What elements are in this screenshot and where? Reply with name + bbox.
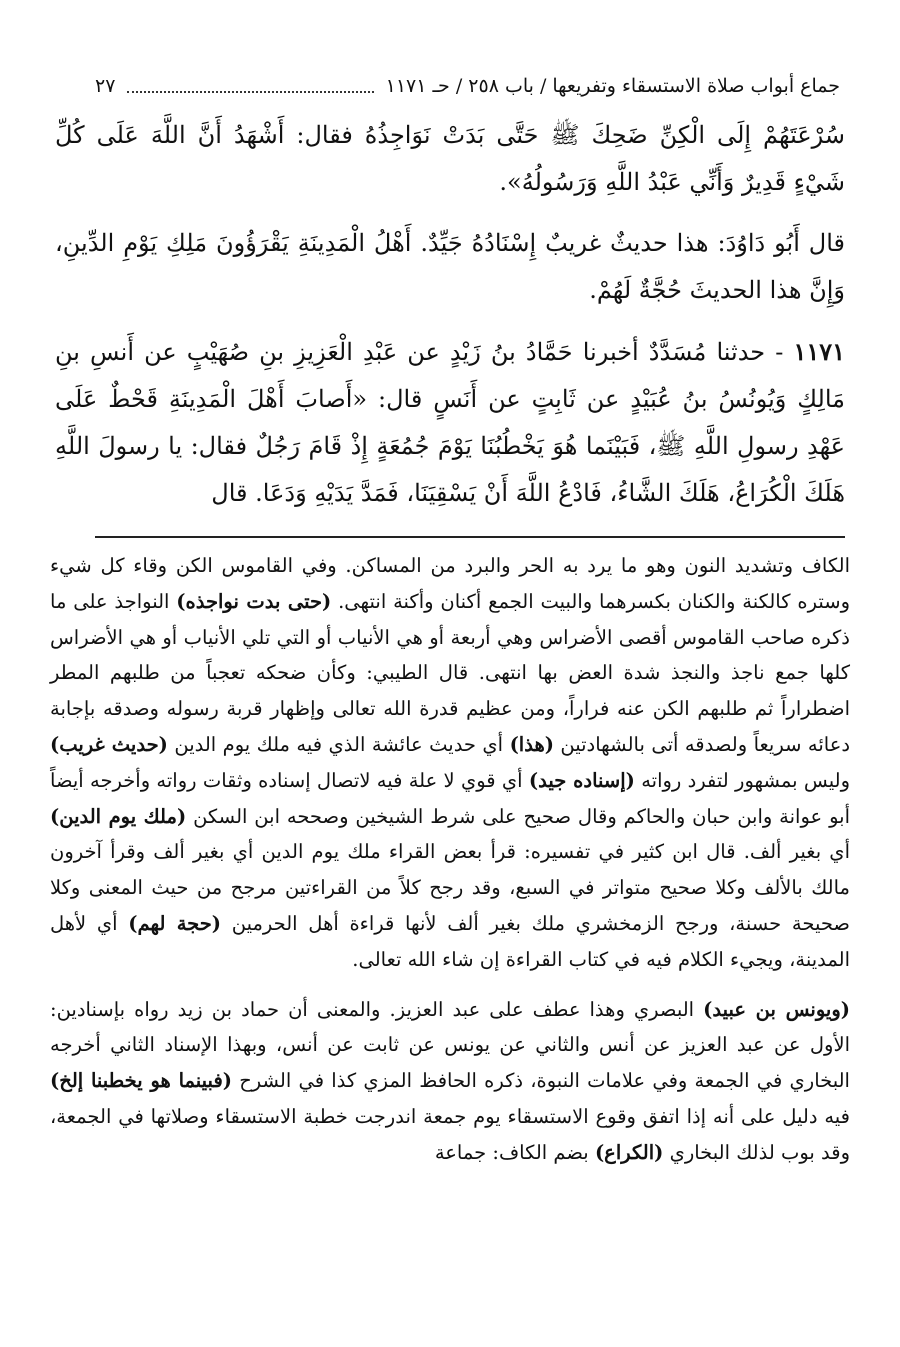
commentary-text: [50, 548, 850, 1171]
hadith-paragraph-1: سُرْعَتَهُمْ إِلَى الْكِنِّ ضَحِكَ ﷺ حَتَّى بَدَتْ نَوَاجِذُهُ فقال: أَشْهَدُ أَنَّ اللَّهَ عَلَى كُلِّ شَيْءٍ قَدِيرٌ وَأَنِّي عَبْدُ اللَّهِ وَرَسُولُهُ».: [55, 121, 845, 196]
commentary-segment: أي قوي لا علة فيه لاتصال إسناده وثقات رواته وأخرجه أيضاً أبو عوانة وابن حبان والحاكم وقال صحيح على شرط الشيخين وصححه ابن السكن: [50, 768, 850, 828]
hadith-paragraph-3: [55, 328, 845, 517]
commentary-keyword: (الكراع): [594, 1140, 664, 1164]
header-leader-dots: [127, 79, 373, 93]
hadith-body: - حدثنا مُسَدَّدٌ أخبرنا حَمَّادُ بنُ زَيْدٍ عن عَبْدِ الْعَزِيزِ بنِ صُهَيْبٍ عن أَنسِ بنِ مَالِكٍ وَيُونُسُ بنُ عُبَيْدٍ عن ثَابِتٍ عن أَنَسٍ قال: «أَصابَ أَهْلَ الْمَدِينَةِ قَحْطٌ عَلَى عَهْدِ رسولِ اللَّهِ ﷺ، فَبَيْنَما هُوَ يَخْطُبُنَا يَوْمَ جُمُعَةٍ إِذْ قَامَ رَجُلٌ فقال: يا رسولَ اللَّهِ هَلَكَ الْكُرَاعُ، هَلَكَ الشَّاءُ، فَادْعُ اللَّهَ أَنْ يَسْقِيَنَا، فَمَدَّ يَدَيْهِ وَدَعَا. قال: [55, 338, 845, 507]
hadith-text: [55, 112, 845, 517]
commentary-keyword: (فبينما هو يخطبنا إلخ): [50, 1069, 232, 1093]
commentary-segment: البصري وهذا عطف على عبد العزيز. والمعنى أن حماد بن زيد رواه بإسنادين: الأول عن عبد العزيز عن أنس والثاني عن يونس عن ثابت عن أنس، وبهذا الإسناد الثاني أخرجه البخاري في الجمعة وفي علامات النبوة، ذكره الحافظ المزي كذا في الشرح: [50, 997, 850, 1093]
commentary-segment: وليس بمشهور لتفرد رواته: [641, 768, 850, 792]
commentary-paragraph-2: [50, 992, 850, 1171]
commentary-segment: أي لأهل المدينة، ويجيء الكلام فيه في كتاب القراءة إن شاء الله تعالى.: [50, 911, 850, 971]
hadith-paragraph-2: قال أَبُو دَاوُدَ: هذا حديثٌ غريبٌ إِسْنَادُهُ جَيِّدٌ. أَهْلُ الْمَدِينَةِ يَقْرَؤُونَ مَلِكِ يَوْمِ الدِّينِ، وَإِنَّ هذا الحديثَ حُجَّةٌ لَهُمْ.: [55, 229, 845, 304]
commentary-segment: النواجذ على ما ذكره صاحب القاموس أقصى الأضراس وهي أربعة أو هي الأنياب أو التي تلي الأنياب أو هي الأضراس كلها جمع ناجذ والنجذ شدة العض بها انتهى. قال الطيبي: وكأن ضحكه تعجباً من طلبهم المطر اضطراراً ثم طلبهم الكن عنه فراراً، ومن عظيم قدرة الله تعالى وإظهار قربة رسوله وصدقه بإجابة دعائه سريعاً ولصدقه أتى بالشهادتين: [50, 589, 851, 756]
commentary-segment: الكاف وتشديد النون وهو ما يرد به الحر والبرد من المساكن. وفي القاموس الكن وقاء كل شيء وستره كالكنة والكنان بكسرهما والبيت الجمع أكنان وأكنة انتهى.: [50, 554, 850, 613]
commentary-keyword: (حديث غريب): [50, 732, 168, 756]
commentary-paragraph-1: [50, 548, 850, 978]
commentary-segment: أي حديث عائشة الذي فيه ملك يوم الدين: [174, 732, 504, 756]
commentary-keyword: (ويونس بن عبيد): [703, 997, 851, 1021]
footnote-divider: [95, 536, 845, 538]
commentary-segment: أي بغير ألف. قال ابن كثير في تفسيره: قرأ بعض القراء ملك يوم الدين أي بغير ألف وقرأ آخرون مالك بالألف وكلا صحيح متواتر في السبع، وقد رجح كلاً من القراءتين مرجح من حيث المعنى وكلا صحيحة حسنة، ورجح الزمخشري ملك بغير ألف لأنها قراءة أهل الحرمين: [50, 840, 850, 935]
commentary-segment: بضم الكاف: جماعة: [434, 1140, 589, 1164]
commentary-keyword: (ملك يوم الدين): [50, 804, 187, 828]
commentary-segment: فيه دليل على أنه إذا اتفق وقوع الاستسقاء يوم جمعة اندرجت خطبة الاستسقاء وصلاتها في الجمعة، وقد بوب لذلك البخاري: [50, 1104, 850, 1164]
running-header: [95, 70, 840, 102]
commentary-keyword: (هذا): [509, 732, 554, 756]
commentary-keyword: (حتى بدت نواجذه): [176, 589, 332, 613]
page-number: ٢٧: [95, 75, 116, 97]
hadith-number: ١١٧١: [793, 337, 846, 366]
commentary-keyword: (حجة لهم): [128, 911, 222, 935]
header-title: جماع أبواب صلاة الاستسقاء وتفريعها / باب ٢٥٨ / حـ ١١٧١: [385, 75, 840, 97]
commentary-keyword: (إسناده جيد): [528, 768, 635, 792]
